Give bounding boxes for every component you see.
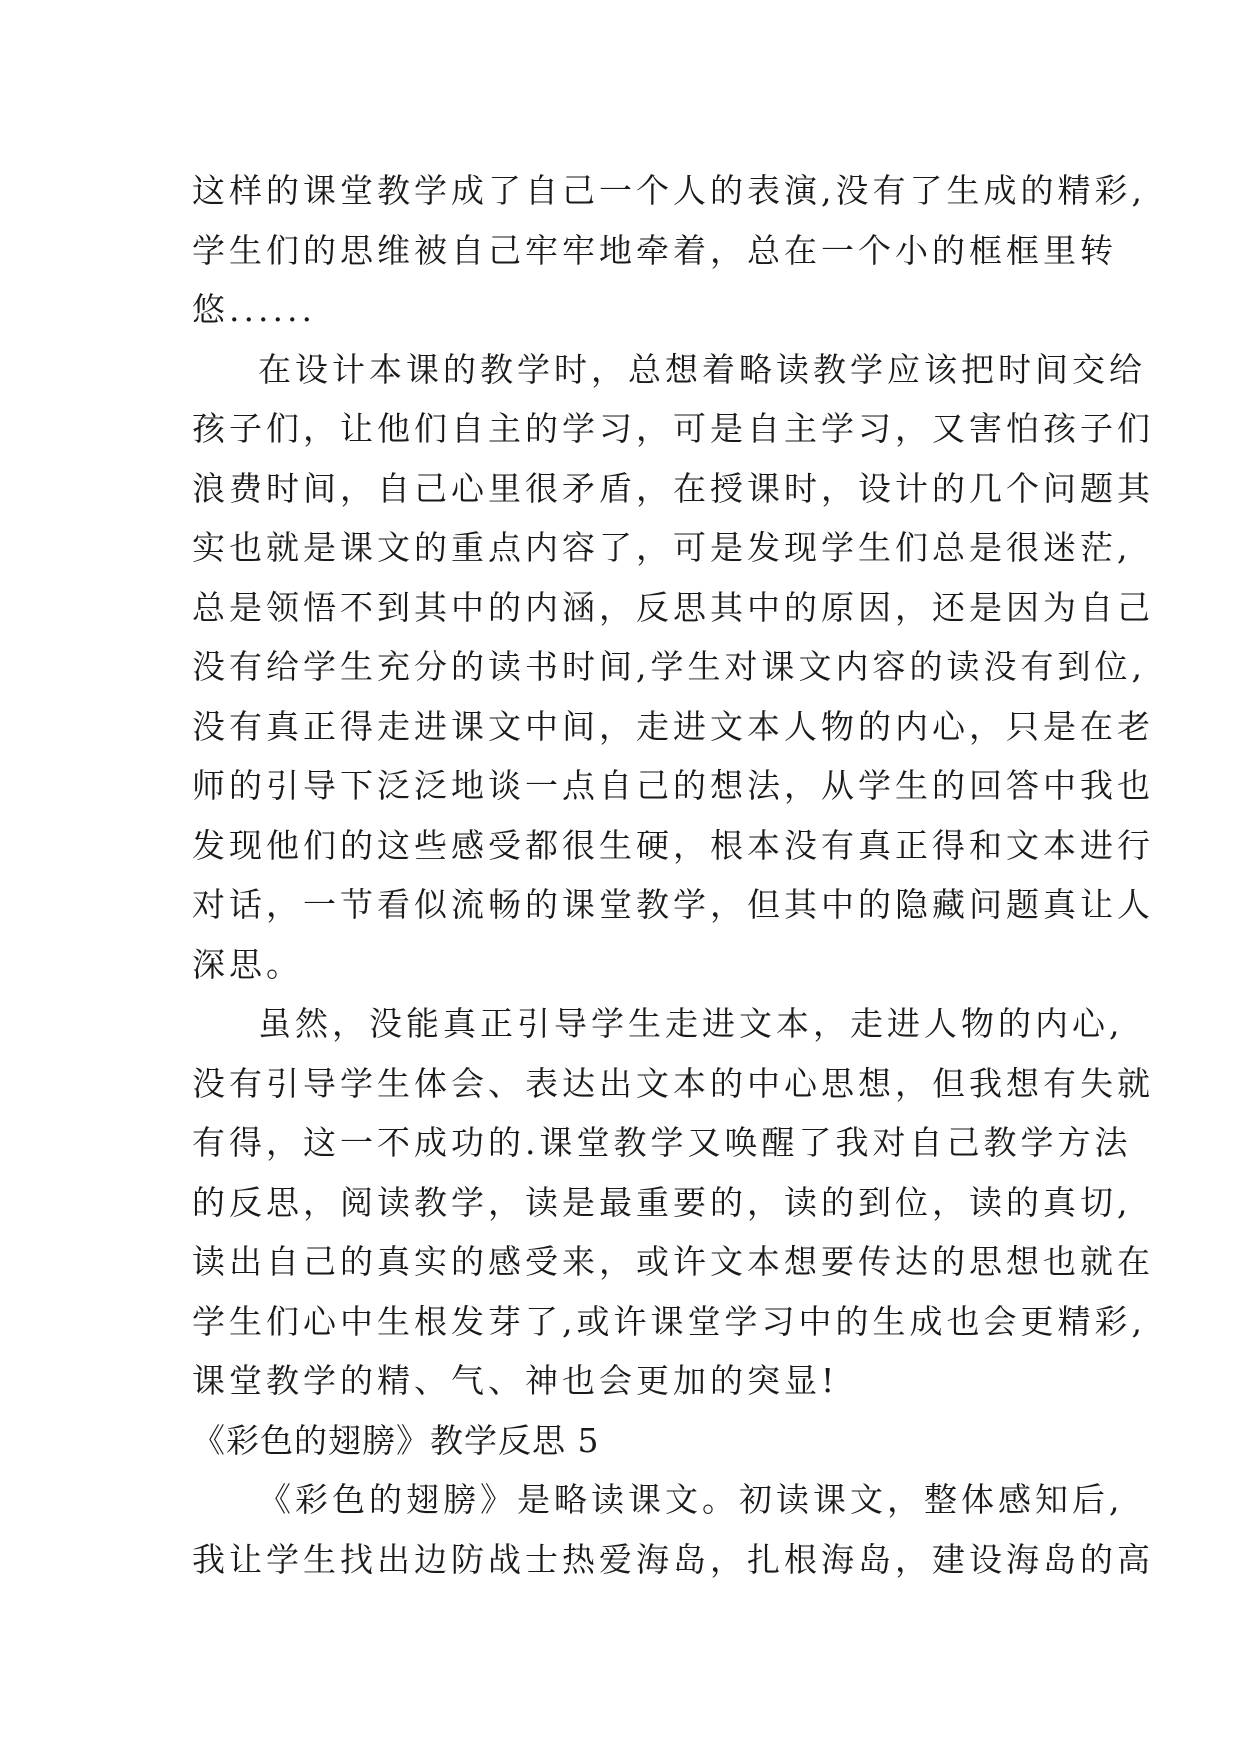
text-line: 孩子们，让他们自主的学习，可是自主学习，又害怕孩子们: [192, 409, 1154, 448]
text-line: 浪费时间，自己心里很矛盾，在授课时，设计的几个问题其: [192, 468, 1154, 508]
text-line: 的反思，阅读教学，读是最重要的，读的到位，读的真切,: [192, 1182, 1132, 1222]
text-line: 读出自己的真实的感受来，或许文本想要传达的思想也就在: [192, 1242, 1154, 1281]
text-line: 这样的课堂教学成了自己一个人的表演,没有了生成的精彩,: [192, 171, 1146, 210]
text-line: 对话，一节看似流畅的课堂教学，但其中的隐藏问题真让人: [192, 885, 1154, 924]
text-line: 深思。: [192, 944, 303, 984]
text-line: 没有引导学生体会、表达出文本的中心思想，但我想有失就: [192, 1063, 1154, 1103]
text-line: 我让学生找出边防战士热爱海岛，扎根海岛，建设海岛的高: [192, 1539, 1154, 1579]
text-line: 没有给学生充分的读书时间,学生对课文内容的读没有到位,: [192, 647, 1146, 686]
paragraph-start-line: 虽然，没能真正引导学生走进文本，走进人物的内心,: [258, 1004, 1124, 1043]
section-heading: 《彩色的翅膀》教学反思 5: [192, 1420, 600, 1460]
text-line: 有得，这一不成功的.课堂教学又唤醒了我对自己教学方法: [192, 1123, 1132, 1162]
text-line: 总是领悟不到其中的内涵，反思其中的原因，还是因为自己: [192, 587, 1154, 627]
text-line: 师的引导下泛泛地谈一点自己的想法，从学生的回答中我也: [192, 766, 1154, 805]
document-body: [192, 161, 1154, 1589]
paragraph-start-line: 《彩色的翅膀》是略读课文。初读课文，整体感知后,: [258, 1480, 1124, 1519]
text-line: 实也就是课文的重点内容了，可是发现学生们总是很迷茫,: [192, 528, 1132, 567]
text-line: 课堂教学的精、气、神也会更加的突显!: [192, 1361, 839, 1400]
text-line: 发现他们的这些感受都很生硬，根本没有真正得和文本进行: [192, 825, 1154, 865]
text-line: 悠......: [192, 290, 316, 329]
paragraph-start-line: 在设计本课的教学时，总想着略读教学应该把时间交给: [258, 349, 1146, 389]
text-line: 学生们心中生根发芽了,或许课堂学习中的生成也会更精彩,: [192, 1301, 1146, 1341]
text-line: 学生们的思维被自己牢牢地牵着，总在一个小的框框里转: [192, 230, 1117, 270]
text-line: 没有真正得走进课文中间，走进文本人物的内心，只是在老: [192, 706, 1154, 746]
